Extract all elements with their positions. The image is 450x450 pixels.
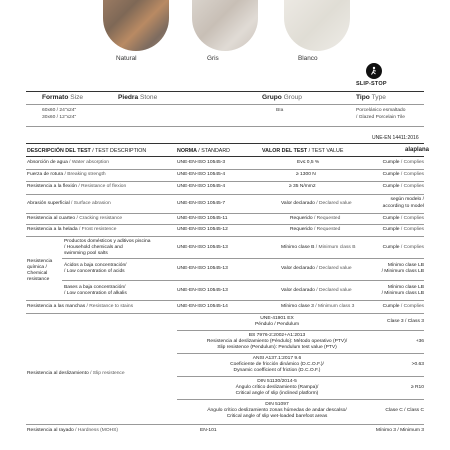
- divider: [177, 330, 424, 331]
- header-formato: Formato Size: [42, 94, 84, 101]
- divider: [26, 194, 424, 195]
- header-tipo: Tipo Type: [356, 94, 386, 101]
- header-piedra: Piedra Stone: [118, 94, 158, 101]
- swatch-natural: [103, 0, 169, 51]
- divider: [26, 300, 424, 301]
- divider: [26, 236, 424, 237]
- type-value-en: / Glazed Porcelain Tile: [356, 115, 405, 120]
- swatch-blanco: [284, 0, 350, 51]
- divider: [62, 280, 424, 281]
- slip-stop-label: SLIP-STOP: [356, 81, 387, 87]
- col-value: VALOR DEL TEST / TEST VALUE: [262, 148, 344, 154]
- divider: [26, 313, 424, 314]
- divider: [26, 181, 424, 182]
- col-description: DESCRIPCIÓN DEL TEST / TEST DESCRIPTION: [27, 148, 147, 154]
- divider: [26, 91, 424, 92]
- divider: [62, 258, 424, 259]
- divider: [26, 104, 424, 105]
- divider: [177, 399, 424, 400]
- divider: [177, 353, 424, 354]
- divider: [26, 213, 424, 214]
- divider: [177, 376, 424, 377]
- type-value-es: Porcelánico esmaltado: [356, 108, 406, 113]
- size-1: 60x60 / 24"x24": [42, 108, 77, 113]
- swatch-label-natural: Natural: [116, 55, 137, 62]
- swatch-label-gris: Gris: [207, 55, 219, 62]
- divider: [26, 169, 424, 170]
- swatch-label-blanco: Blanco: [298, 55, 318, 62]
- brand-logo: alaplana: [405, 147, 430, 153]
- col-standard: NORMA / STANDARD: [177, 148, 230, 154]
- header-grupo: Grupo Group: [262, 94, 302, 101]
- standard-label: UNE-EN 14411:2016: [372, 135, 419, 141]
- divider: [26, 126, 424, 127]
- group-value: BIa: [276, 108, 284, 113]
- divider: [26, 224, 424, 225]
- swatch-gris: [192, 0, 258, 51]
- size-2: 30x60 / 12"x24": [42, 115, 77, 120]
- slip-label: Resistencia al deslizamiento / Slip resistence: [27, 371, 125, 376]
- divider: [26, 424, 424, 425]
- divider: [26, 156, 424, 157]
- divider: [26, 143, 424, 144]
- slip-stop-icon: [366, 63, 382, 79]
